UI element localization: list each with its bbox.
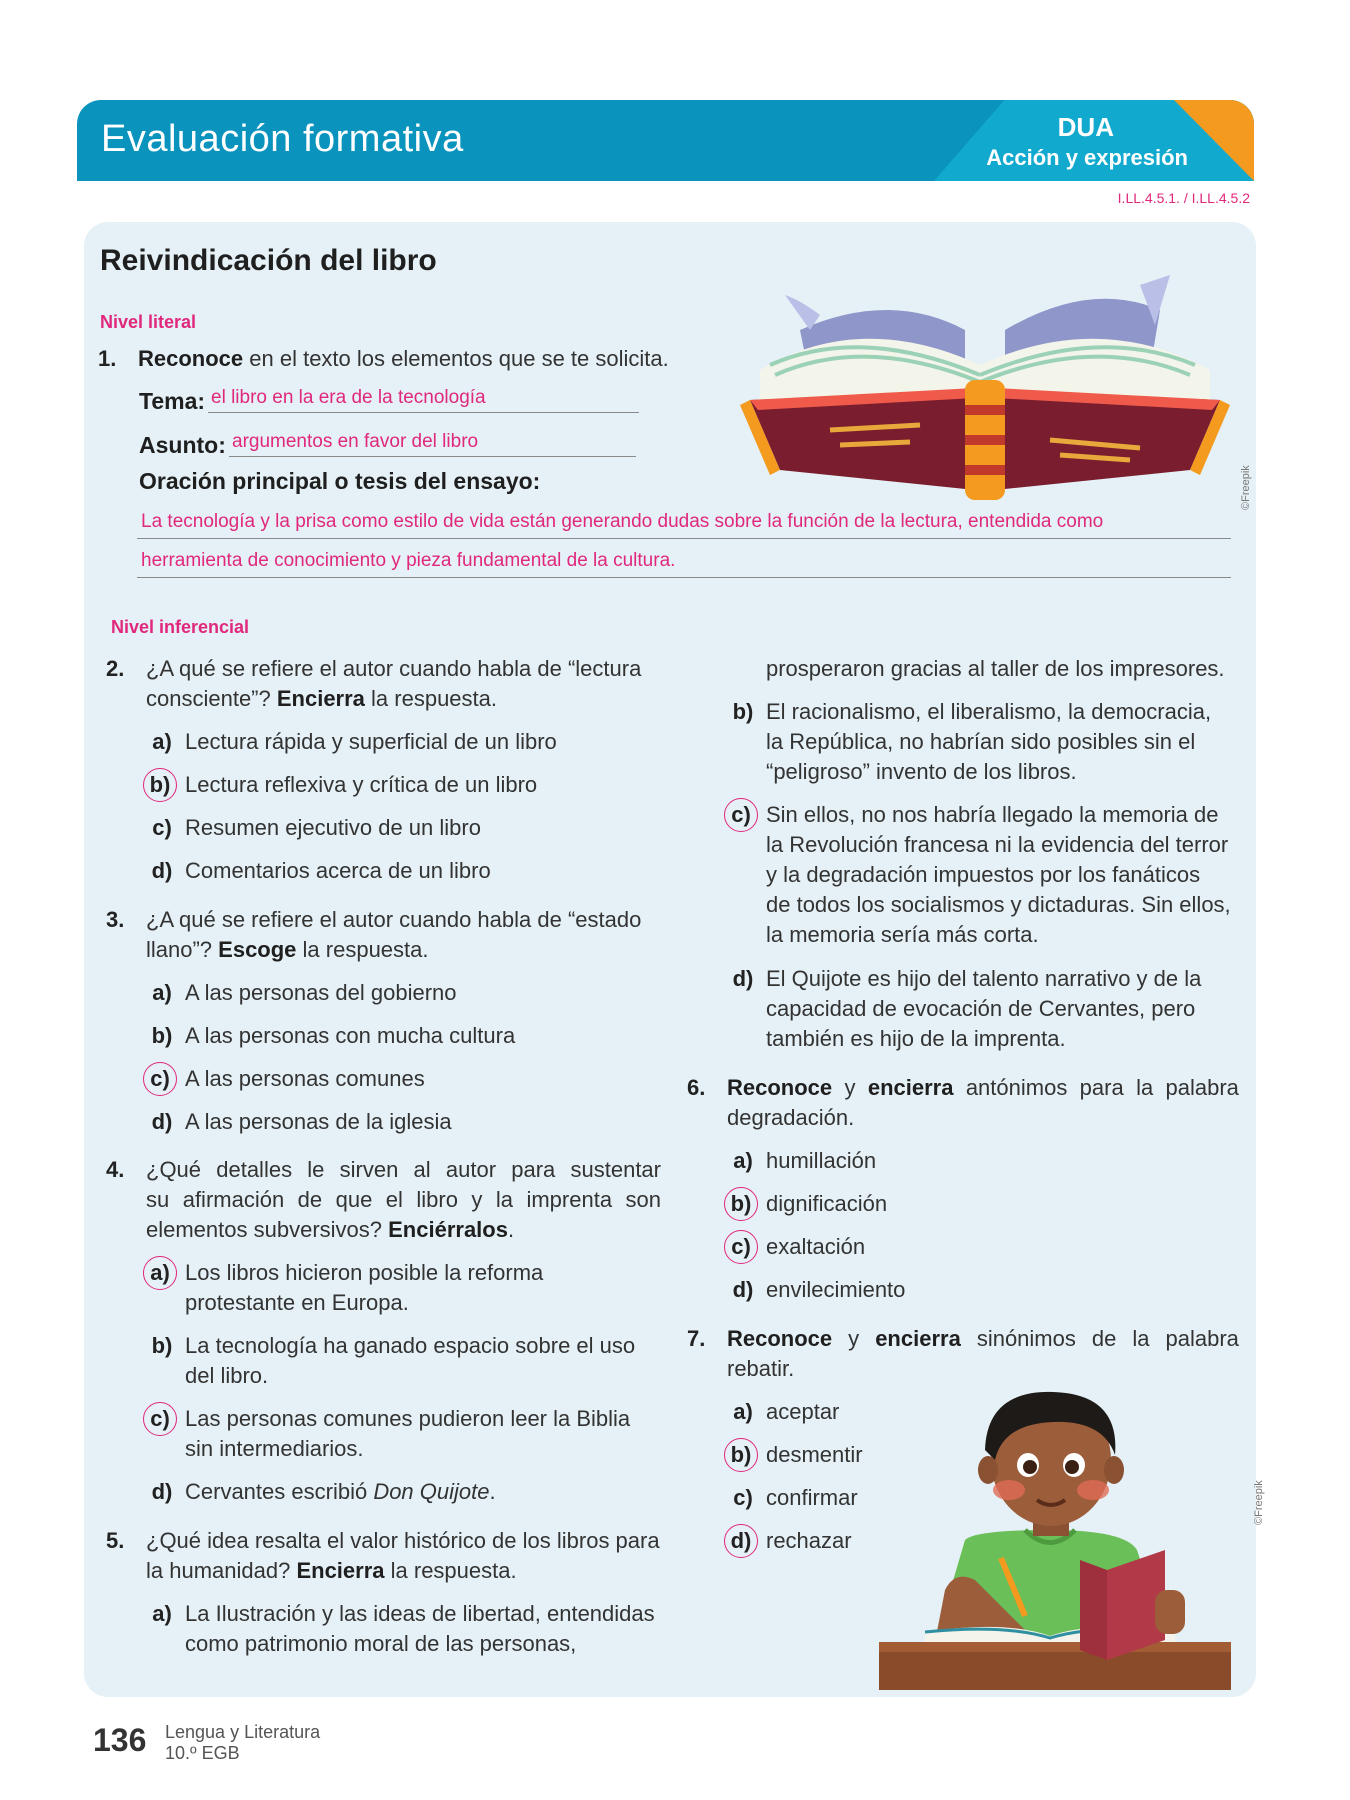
- section-title: Reivindicación del libro: [100, 244, 437, 277]
- question-text: en el texto los elementos que se te solicita.: [243, 346, 669, 371]
- tema-label: Tema:: [139, 388, 206, 414]
- q7-option-a[interactable]: a) aceptar: [733, 1399, 840, 1424]
- question-number: 5.: [106, 1528, 125, 1553]
- q4-option-d[interactable]: d) Cervantes escribió Don Quijote.: [151, 1479, 496, 1504]
- boy-reading-illustration: [875, 1380, 1235, 1690]
- question-number: 2.: [106, 656, 125, 681]
- question-3: 3. ¿A qué se refiere el autor cuando habla de “estado llano”? Escoge la respuesta.: [106, 907, 642, 962]
- q3-option-d[interactable]: d) A las personas de la iglesia: [151, 1109, 452, 1134]
- open-book-illustration: [740, 270, 1230, 510]
- q2-option-b-selected[interactable]: b) Lectura reflexiva y crítica de un libro: [185, 770, 537, 800]
- question-number: 4.: [106, 1157, 125, 1182]
- q6-option-c-selected[interactable]: c) exaltación: [766, 1232, 865, 1262]
- indicator-codes: I.LL.4.5.1. / I.LL.4.5.2: [1117, 190, 1250, 206]
- level-literal: Nivel literal: [100, 312, 197, 332]
- q7-option-d-selected[interactable]: d) rechazar: [766, 1526, 852, 1556]
- page-number: 136: [93, 1722, 147, 1758]
- footer-grade: 10.º EGB: [165, 1743, 240, 1763]
- q4-option-a-selected[interactable]: a) Los libros hicieron posible la reforma protestante en Europa.: [185, 1258, 543, 1318]
- header-banner: [77, 100, 1254, 181]
- q5-option-a[interactable]: a) La Ilustración y las ideas de libertad, entendidas como patrimonio moral de las personas,: [152, 1601, 655, 1656]
- q7-option-b-selected[interactable]: b) desmentir: [766, 1440, 863, 1470]
- question-4: 4. ¿Qué detalles le sirven al autor para sustentar su afirmación de que el libro y la imprenta son elementos subversivos? Enciérralos.: [106, 1157, 661, 1242]
- question-number: 3.: [106, 907, 125, 932]
- question-6: 6. Reconoce y encierra antónimos para la palabra degradación.: [687, 1075, 1239, 1130]
- q6-option-b-selected[interactable]: b) dignificación: [766, 1189, 887, 1219]
- q6-option-a[interactable]: a) humillación: [733, 1148, 877, 1173]
- asunto-label: Asunto:: [139, 432, 226, 458]
- dua-label: DUA: [1057, 112, 1114, 142]
- credit-book: ©Freepik: [1240, 465, 1252, 510]
- tesis-label: Oración principal o tesis del ensayo:: [139, 468, 541, 494]
- footer-subject: Lengua y Literatura: [165, 1722, 321, 1742]
- tesis-answer-line-1[interactable]: La tecnología y la prisa como estilo de vida están generando dudas sobre la función de la lectura, entendida como: [137, 508, 1231, 539]
- q4-option-b[interactable]: b) La tecnología ha ganado espacio sobre el uso del libro.: [151, 1333, 636, 1388]
- q5-option-a-continued: prosperaron gracias al taller de los impresores.: [766, 656, 1225, 681]
- q6-option-d[interactable]: d) envilecimiento: [732, 1277, 906, 1302]
- instruction-verb: Reconoce: [138, 346, 244, 371]
- question-number: 6.: [687, 1075, 706, 1100]
- q5-option-d[interactable]: d) El Quijote es hijo del talento narrativo y de la capacidad de evocación de Cervantes, pero también es hijo de la imprenta.: [732, 966, 1202, 1051]
- question-number: 1.: [98, 346, 117, 371]
- question-line: ¿A qué se refiere el autor cuando habla de “lectura: [146, 656, 642, 681]
- q3-option-b[interactable]: b) A las personas con mucha cultura: [151, 1023, 516, 1048]
- q4-option-c-selected[interactable]: c) Las personas comunes pudieron leer la Biblia sin intermediarios.: [185, 1404, 630, 1464]
- credit-boy: ©Freepik: [1253, 1480, 1265, 1525]
- q5-option-b[interactable]: b) El racionalismo, el liberalismo, la democracia, la República, no habrían sido posibles sin el “peligroso” invento de los libros.: [732, 699, 1212, 784]
- q3-option-a[interactable]: a) A las personas del gobierno: [152, 980, 457, 1005]
- q3-option-c-selected[interactable]: c) A las personas comunes: [185, 1064, 425, 1094]
- q2-option-a[interactable]: a) Lectura rápida y superficial de un libro: [152, 729, 557, 754]
- question-line: consciente”? Encierra la respuesta.: [146, 686, 497, 711]
- question-7: 7. Reconoce y encierra sinónimos de la palabra rebatir.: [687, 1326, 1239, 1381]
- level-inferential: Nivel inferencial: [111, 617, 250, 637]
- q5-option-c-selected[interactable]: c) Sin ellos, no nos habría llegado la memoria de la Revolución francesa ni la evidencia del terror y la degradación impuestos por los fanáticos de todos los socialismos y dictaduras. Sin ellos, la memoria sería más corta.: [766, 800, 1231, 950]
- q2-option-d[interactable]: d) Comentarios acerca de un libro: [151, 858, 491, 883]
- question-2: [106, 654, 666, 714]
- page-heading: Evaluación formativa: [101, 118, 464, 160]
- tema-answer-field[interactable]: el libro en la era de la tecnología: [208, 387, 639, 413]
- asunto-answer-field[interactable]: argumentos en favor del libro: [229, 431, 636, 457]
- q2-option-c[interactable]: c) Resumen ejecutivo de un libro: [152, 815, 481, 840]
- question-5: 5. ¿Qué idea resalta el valor histórico de los libros para la humanidad? Encierra la respuesta.: [106, 1528, 660, 1583]
- question-number: 7.: [687, 1326, 706, 1351]
- dua-subtitle: Acción y expresión: [986, 145, 1188, 170]
- tesis-answer-line-2[interactable]: herramienta de conocimiento y pieza fundamental de la cultura.: [137, 547, 1231, 578]
- question-1: [98, 344, 669, 374]
- q7-option-c[interactable]: c) confirmar: [733, 1485, 858, 1510]
